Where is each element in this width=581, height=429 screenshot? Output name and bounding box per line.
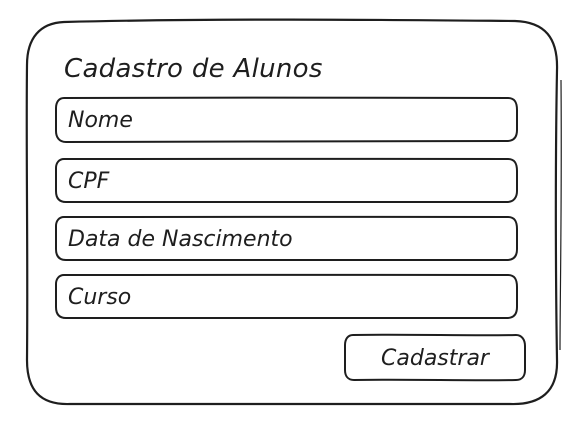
cadastrar-button[interactable]: Cadastrar	[345, 336, 525, 380]
cpf-input[interactable]	[56, 160, 518, 202]
curso-input[interactable]	[56, 276, 518, 318]
data-nascimento-input[interactable]	[56, 218, 518, 260]
nome-input[interactable]	[56, 99, 518, 141]
form-title: Cadastro de Alunos	[64, 54, 323, 84]
